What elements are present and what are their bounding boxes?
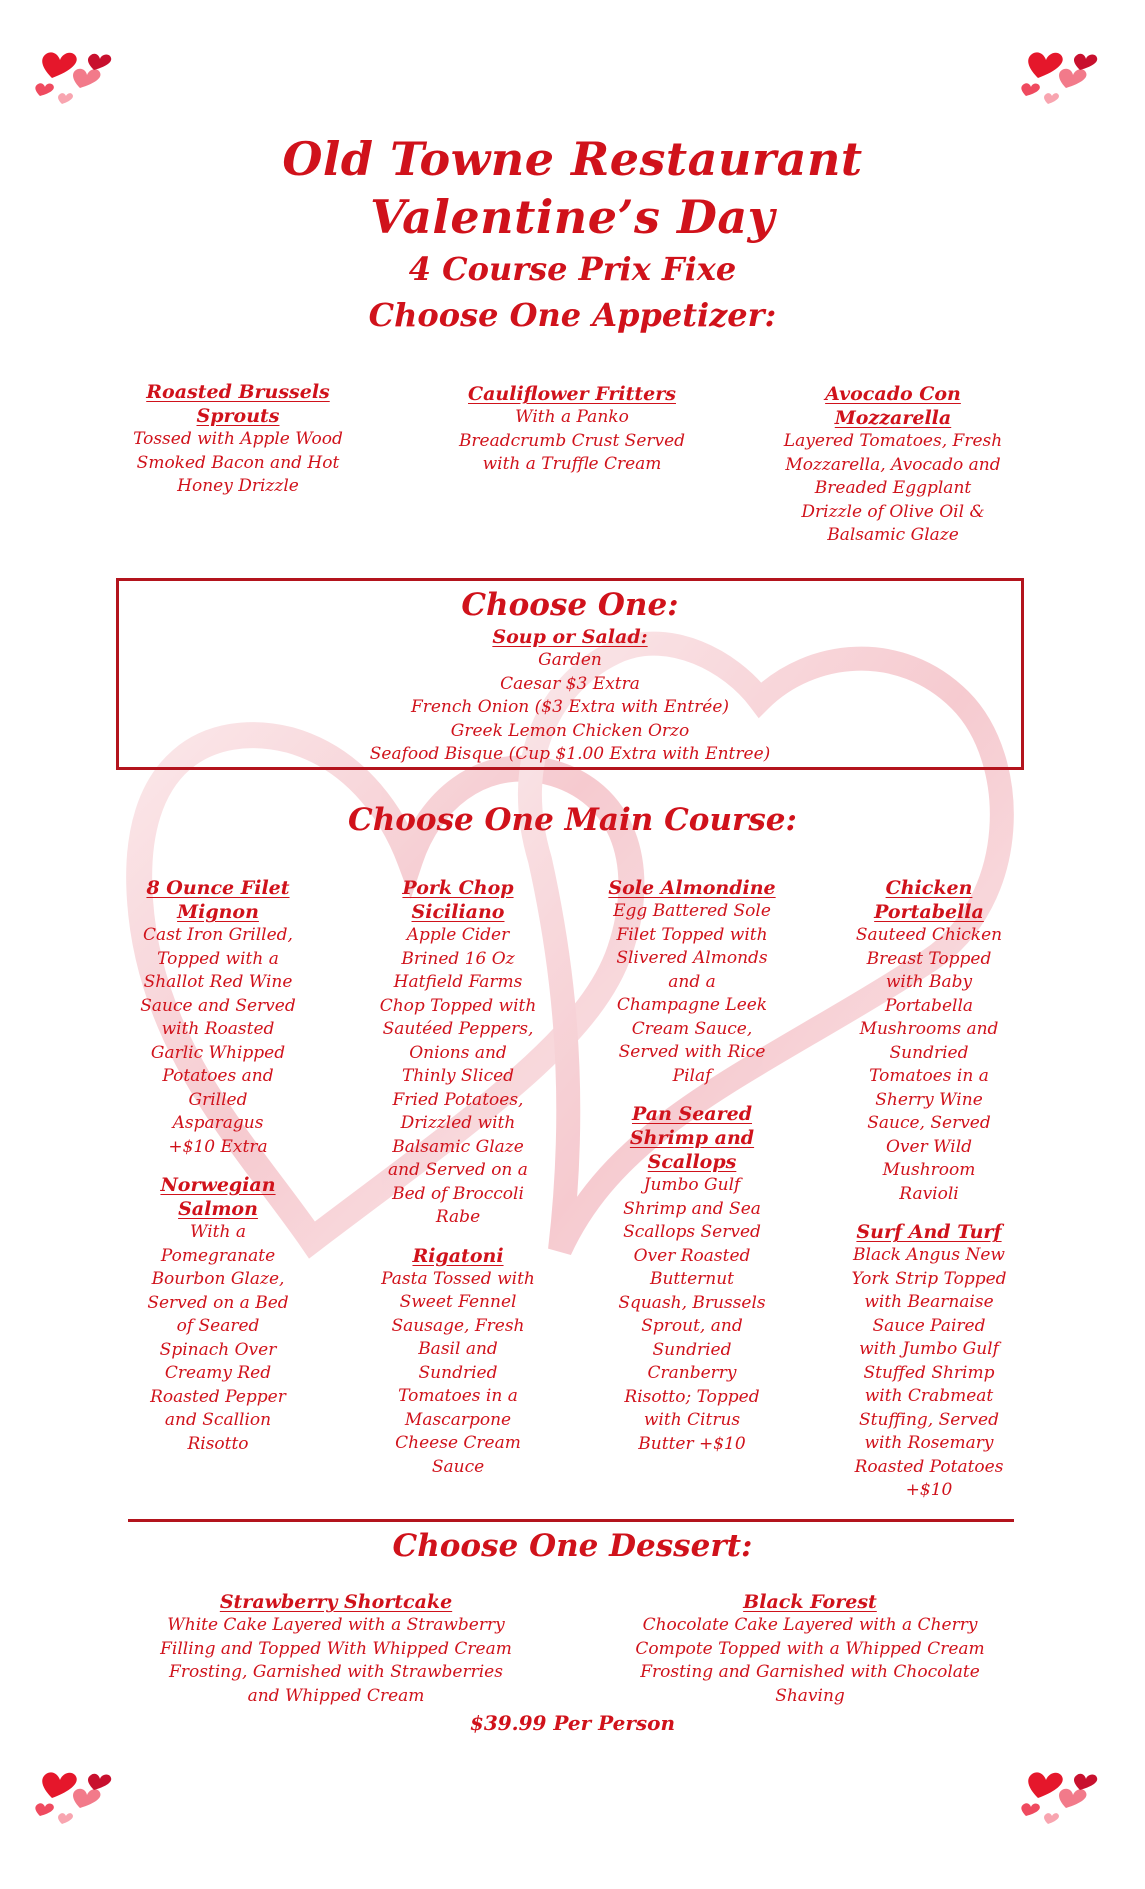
main-course-description: Apple Cider Brined 16 Oz Hatfield Farms Chop Topped with Sautéed Peppers, Onions and Thinly Sliced Fried Potatoes, Drizzled with Balsamic Glaze and Served on a Bed of Broccoli Rabe: [379, 925, 537, 1227]
section-divider: [128, 1519, 1014, 1522]
soup-salad-option: Caesar $3 Extra: [500, 673, 640, 694]
dessert-name: Black Forest: [743, 1591, 877, 1613]
main-course-item: [596, 1102, 788, 1456]
price-per-person: $39.99 Per Person: [469, 1711, 676, 1735]
main-course-name: Rigatoni: [412, 1244, 504, 1267]
main-course-name: Pork Chop Siciliano: [402, 877, 514, 923]
appetizer-name-line: Mozzarella: [834, 407, 952, 429]
main-course-item: [118, 1173, 318, 1456]
main-course-description: Cast Iron Grilled, Topped with a Shallot Red Wine Sauce and Served with Roasted Garlic Whipped Potatoes and Grilled Asparagus +$10 Extra: [140, 925, 296, 1157]
main-course-name: Chicken Portabella: [874, 877, 984, 923]
appetizer-item: [118, 380, 358, 499]
main-course-name: Norwegian Salmon: [160, 1174, 276, 1220]
main-course-heading: Choose One Main Course:: [348, 802, 797, 838]
appetizer-name: [758, 382, 1028, 430]
main-course-item: [596, 876, 788, 1088]
appetizer-name: [118, 380, 358, 428]
main-course-description: Pasta Tossed with Sweet Fennel Sausage, Fresh Basil and Sundried Tomatoes in a Mascarpone Cheese Cream Sauce: [381, 1268, 535, 1477]
soup-salad-box: [116, 578, 1024, 770]
soup-salad-option: French Onion ($3 Extra with Entrée): [410, 697, 730, 718]
main-course-column: [118, 876, 318, 1456]
appetizer-description: Tossed with Apple Wood Smoked Bacon and Hot Honey Drizzle: [133, 429, 343, 496]
restaurant-name: Old Towne Restaurant: [282, 132, 863, 186]
main-course-column: [596, 876, 788, 1456]
main-course-name: 8 Ounce Filet Mignon: [146, 877, 290, 923]
main-course-description: With a Pomegranate Bourbon Glaze, Served on a Bed of Seared Spinach Over Creamy Red Roasted Pepper and Scallion Risotto: [147, 1222, 289, 1454]
appetizer-item: [438, 382, 706, 477]
main-course-name: Sole Almondine: [608, 877, 776, 899]
main-course-name: Pan Seared Shrimp and Scallops: [629, 1103, 755, 1173]
soup-salad-heading: Choose One:: [461, 587, 679, 623]
dessert-heading: Choose One Dessert:: [392, 1528, 753, 1564]
appetizer-description: With a Panko Breadcrumb Crust Served with a Truffle Cream: [458, 407, 686, 474]
dessert-item: [120, 1590, 552, 1708]
soup-salad-option: Greek Lemon Chicken Orzo: [450, 720, 690, 741]
dessert-description: Chocolate Cake Layered with a Cherry Compote Topped with a Whipped Cream Frosting and Garnished with Chocolate Shaving: [635, 1615, 985, 1706]
appetizer-item: [758, 382, 1028, 548]
menu-header: [0, 130, 1145, 338]
dessert-description: White Cake Layered with a Strawberry Filling and Topped With Whipped Cream Frosting, Garnished with Strawberries and Whipped Cream: [160, 1615, 512, 1706]
appetizer-name-line: Sprouts: [196, 405, 280, 427]
dessert-name: Strawberry Shortcake: [219, 1591, 453, 1613]
main-course-description: Egg Battered Sole Filet Topped with Slivered Almonds and a Champagne Leek Cream Sauce, Served with Rice Pilaf: [613, 901, 771, 1086]
appetizer-name: [438, 382, 706, 406]
main-course-description: Black Angus New York Strip Topped with Bearnaise Sauce Paired with Jumbo Gulf Stuffed Shrimp with Crabmeat Stuffing, Served with Rosemary Roasted Potatoes +$10: [851, 1245, 1007, 1500]
soup-salad-option: Seafood Bisque (Cup $1.00 Extra with Entree): [369, 744, 771, 765]
soup-salad-option: Garden: [538, 650, 602, 670]
main-course-name: Surf And Turf: [856, 1221, 1002, 1243]
appetizer-name-line: Avocado Con: [825, 383, 961, 405]
main-course-description: Jumbo Gulf Shrimp and Sea Scallops Served Over Roasted Butternut Squash, Brussels Sprout, and Sundried Cranberry Risotto; Topped with Citrus Butter +$10: [618, 1175, 766, 1454]
soup-salad-subheading: Soup or Salad:: [492, 626, 648, 648]
main-course-item: [358, 1244, 558, 1480]
prix-fixe-title: 4 Course Prix Fixe: [408, 250, 737, 288]
main-course-item: [830, 1220, 1028, 1503]
appetizer-heading: Choose One Appetizer:: [368, 296, 777, 334]
occasion-title: Valentine’s Day: [370, 190, 775, 244]
appetizer-name-line: Roasted Brussels: [146, 381, 330, 403]
dessert-item: [594, 1590, 1026, 1708]
main-course-item: [118, 876, 318, 1159]
main-course-column: [830, 876, 1028, 1503]
appetizer-name-line: Cauliflower Fritters: [468, 383, 676, 405]
main-course-item: [358, 876, 558, 1230]
appetizer-description: Layered Tomatoes, Fresh Mozzarella, Avocado and Breaded Eggplant Drizzle of Olive Oil & Balsamic Glaze: [783, 431, 1003, 545]
main-course-item: [830, 876, 1028, 1206]
main-course-description: Sauteed Chicken Breast Topped with Baby Portabella Mushrooms and Sundried Tomatoes in a Sherry Wine Sauce, Served Over Wild Mushroom Ravioli: [855, 925, 1003, 1204]
main-course-column: [358, 876, 558, 1479]
